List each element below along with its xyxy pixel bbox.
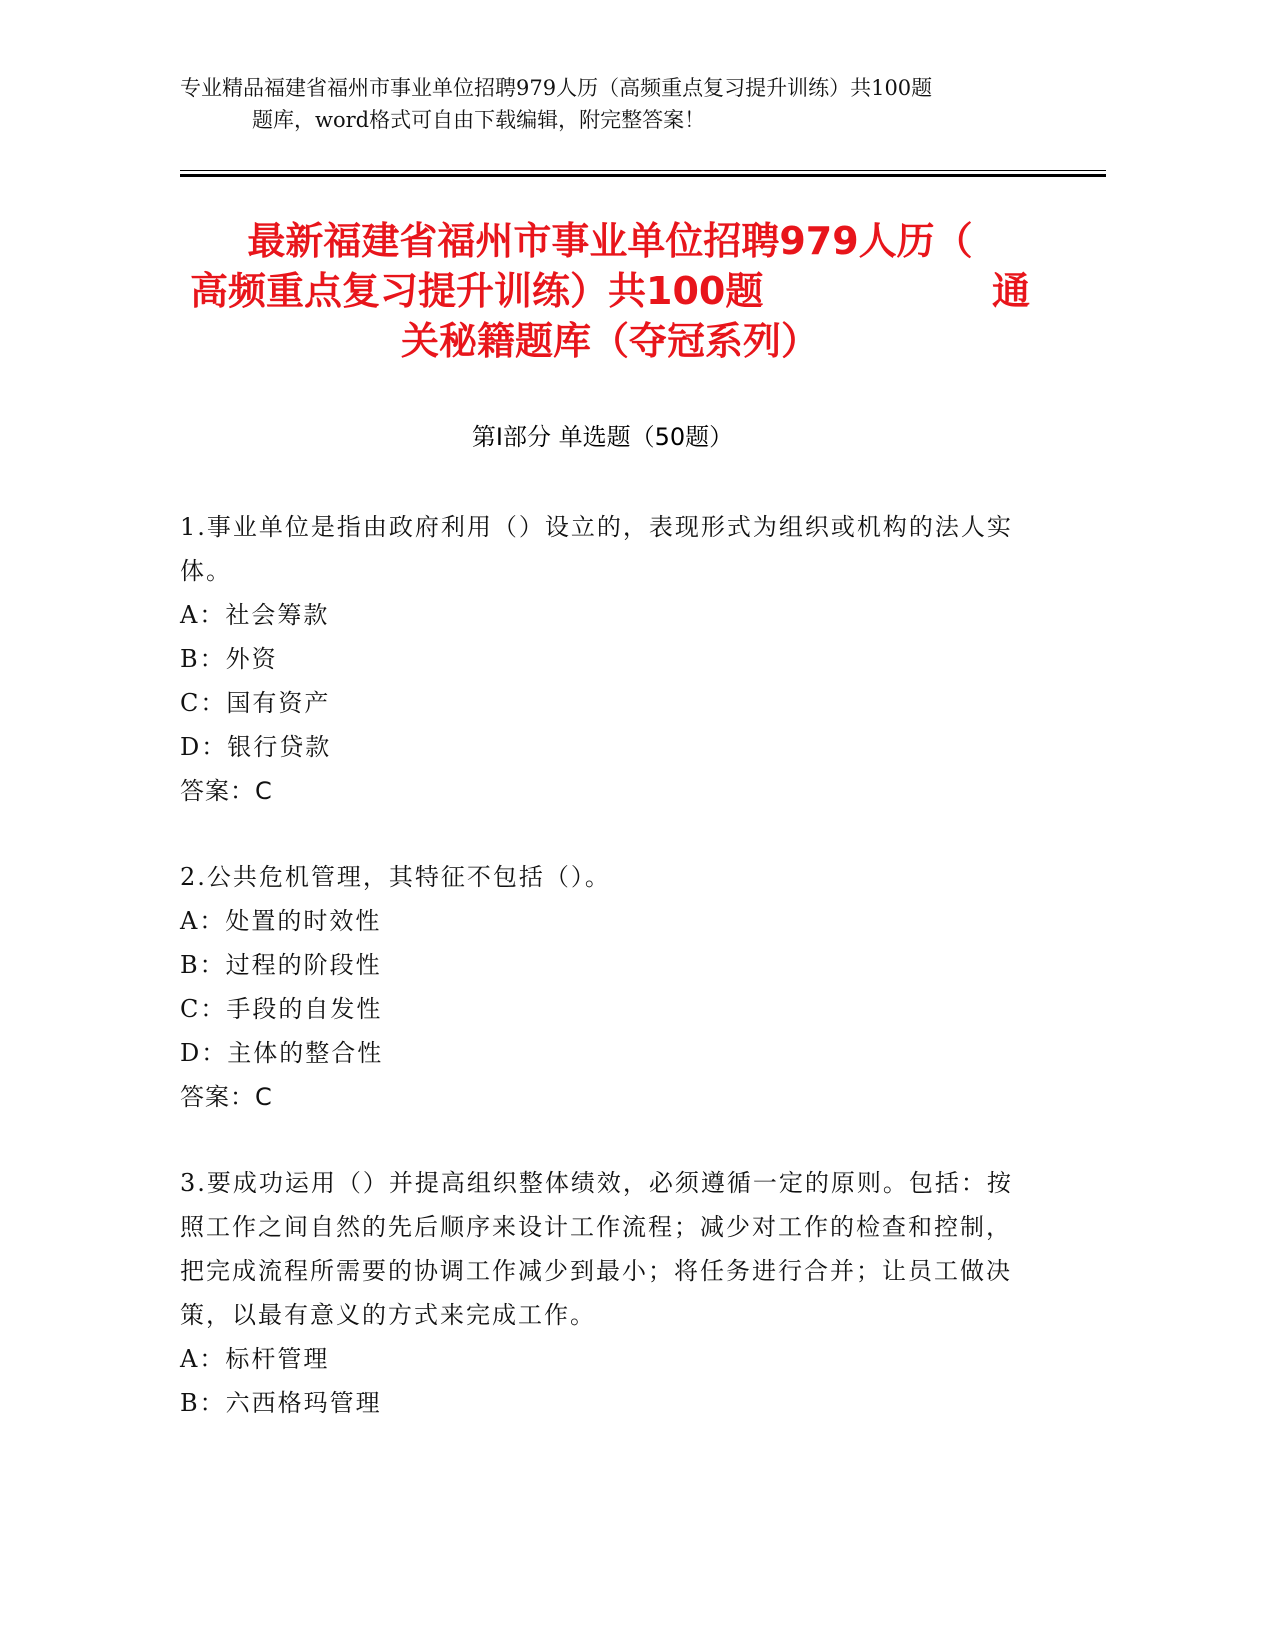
option-b: B：过程的阶段性	[180, 951, 382, 979]
header-note-line2: 题库，word格式可自由下载编辑，附完整答案！	[252, 108, 706, 132]
option-a: A：社会筹款	[180, 601, 330, 629]
header-divider-thick	[180, 174, 1106, 177]
header-divider-thin	[180, 170, 1106, 171]
document-title	[190, 216, 1030, 366]
title-line2-right: 通	[991, 269, 1030, 313]
option-b: B：六西格玛管理	[180, 1389, 382, 1417]
title-line2	[190, 266, 1030, 316]
question-1	[180, 505, 1020, 813]
option-d: D：主体的整合性	[180, 1039, 384, 1067]
header-note	[180, 72, 1060, 136]
question-3	[180, 1161, 1020, 1425]
header-note-line1: 专业精品福建省福州市事业单位招聘979人历（高频重点复习提升训练）共100题	[180, 76, 933, 100]
question-stem: 2.公共危机管理，其特征不包括（）。	[180, 863, 611, 891]
answer-text: 答案：C	[180, 1083, 273, 1111]
option-c: C：国有资产	[180, 689, 331, 717]
question-2	[180, 855, 1020, 1119]
section-title: 第Ⅰ部分 单选题（50题）	[471, 423, 734, 451]
option-d: D：银行贷款	[180, 733, 332, 761]
option-a: A：处置的时效性	[180, 907, 382, 935]
question-stem: 3.要成功运用（）并提高组织整体绩效，必须遵循一定的原则。包括：按照工作之间自然的先后顺序来设计工作流程；减少对工作的检查和控制，把完成流程所需要的协调工作减少到最小；将任务进行合并；让员工做决策，以最有意义的方式来完成工作。	[180, 1169, 1013, 1329]
title-line3: 关秘籍题库（夺冠系列）	[400, 319, 819, 363]
question-list	[180, 505, 1020, 1467]
title-line1: 最新福建省福州市事业单位招聘979人历（	[247, 219, 973, 263]
option-b: B：外资	[180, 645, 278, 673]
question-stem: 1.事业单位是指由政府利用（）设立的，表现形式为组织或机构的法人实体。	[180, 513, 1013, 585]
option-c: C：手段的自发性	[180, 995, 383, 1023]
answer-text: 答案：C	[180, 777, 273, 805]
title-line2-left: 高频重点复习提升训练）共100题	[190, 269, 764, 313]
option-a: A：标杆管理	[180, 1345, 330, 1373]
